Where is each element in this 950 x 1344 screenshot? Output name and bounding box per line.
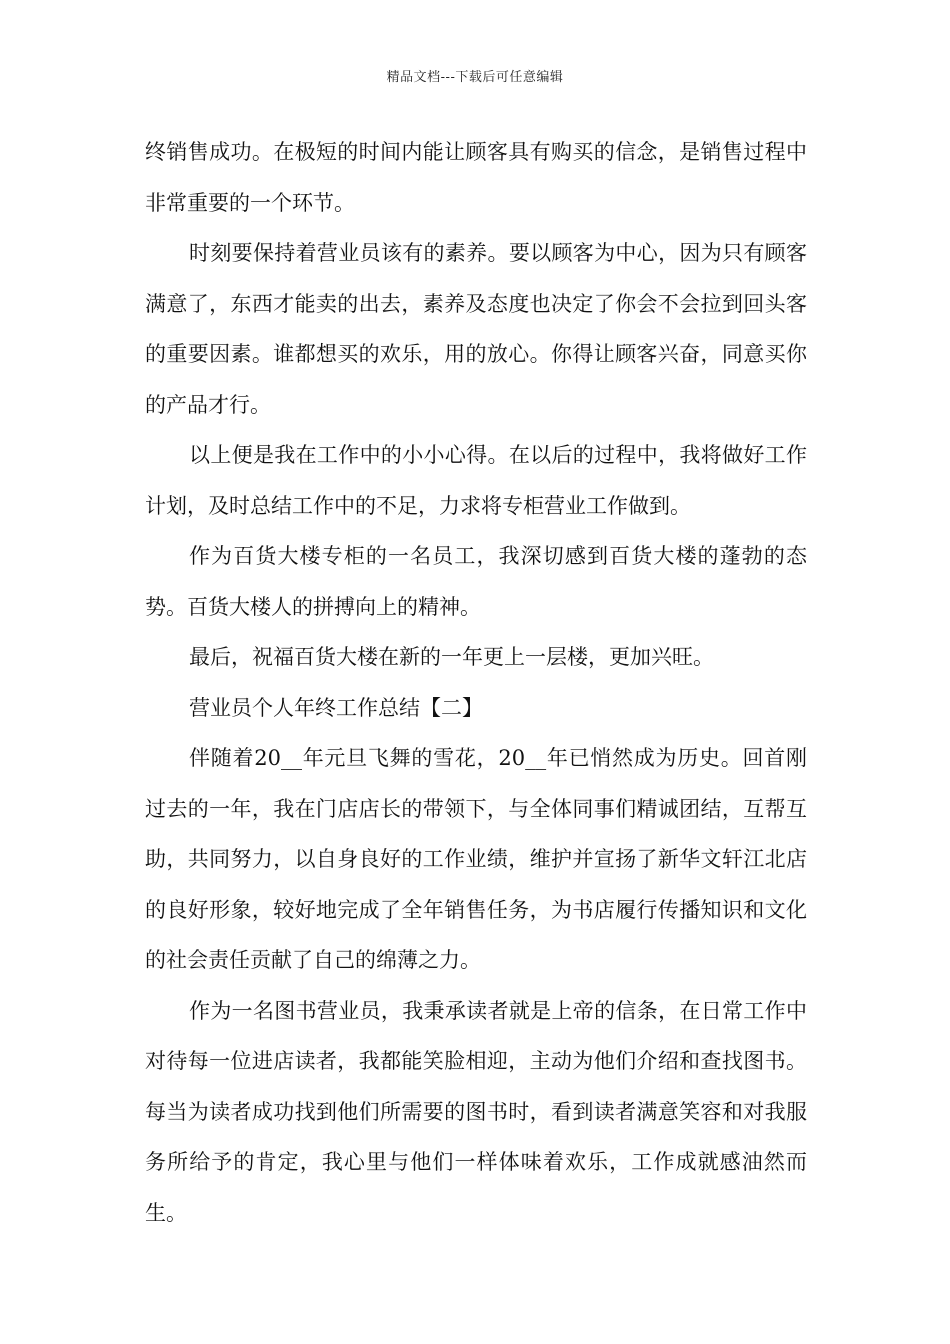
paragraph-3: 以上便是我在工作中的小小心得。在以后的过程中，我将做好工作计划，及时总结工作中的不足，力求将专柜营业工作做到。 (145, 443, 807, 518)
section-heading: 营业员个人年终工作总结【二】 (189, 695, 483, 720)
paragraph-2: 时刻要保持着营业员该有的素养。要以顾客为中心，因为只有顾客满意了，东西才能卖的出去，素养及态度也决定了你会不会拉到回头客的重要因素。谁都想买的欢乐，用的放心。你得让顾客兴奋，同意买你的产品才行。 (145, 241, 807, 417)
paragraph-6: 伴随着20__年元旦飞舞的雪花，20__年已悄然成为历史。回首刚过去的一年，我在门店店长的带领下，与全体同事们精诚团结，互帮互助，共同努力，以自身良好的工作业绩，维护并宣扬了新华文轩江北店的良好形象，较好地完成了全年销售任务，为书店履行传播知识和文化的社会责任贡献了自己的绵薄之力。 (145, 746, 807, 972)
page-header: 精品文档---下载后可任意编辑 (386, 70, 564, 85)
paragraph-4: 作为百货大楼专柜的一名员工，我深切感到百货大楼的蓬勃的态势。百货大楼人的拼搏向上的精神。 (145, 544, 807, 619)
paragraph-5: 最后，祝福百货大楼在新的一年更上一层楼，更加兴旺。 (189, 645, 714, 669)
paragraph-1: 终销售成功。在极短的时间内能让顾客具有购买的信念，是销售过程中非常重要的一个环节。 (145, 140, 807, 215)
paragraph-7: 作为一名图书营业员，我秉承读者就是上帝的信条，在日常工作中对待每一位进店读者，我都能笑脸相迎，主动为他们介绍和查找图书。每当为读者成功找到他们所需要的图书时，看到读者满意笑容和对我服务所给予的肯定，我心里与他们一样体味着欢乐，工作成就感油然而生。 (145, 998, 807, 1225)
document-body (145, 127, 807, 1238)
